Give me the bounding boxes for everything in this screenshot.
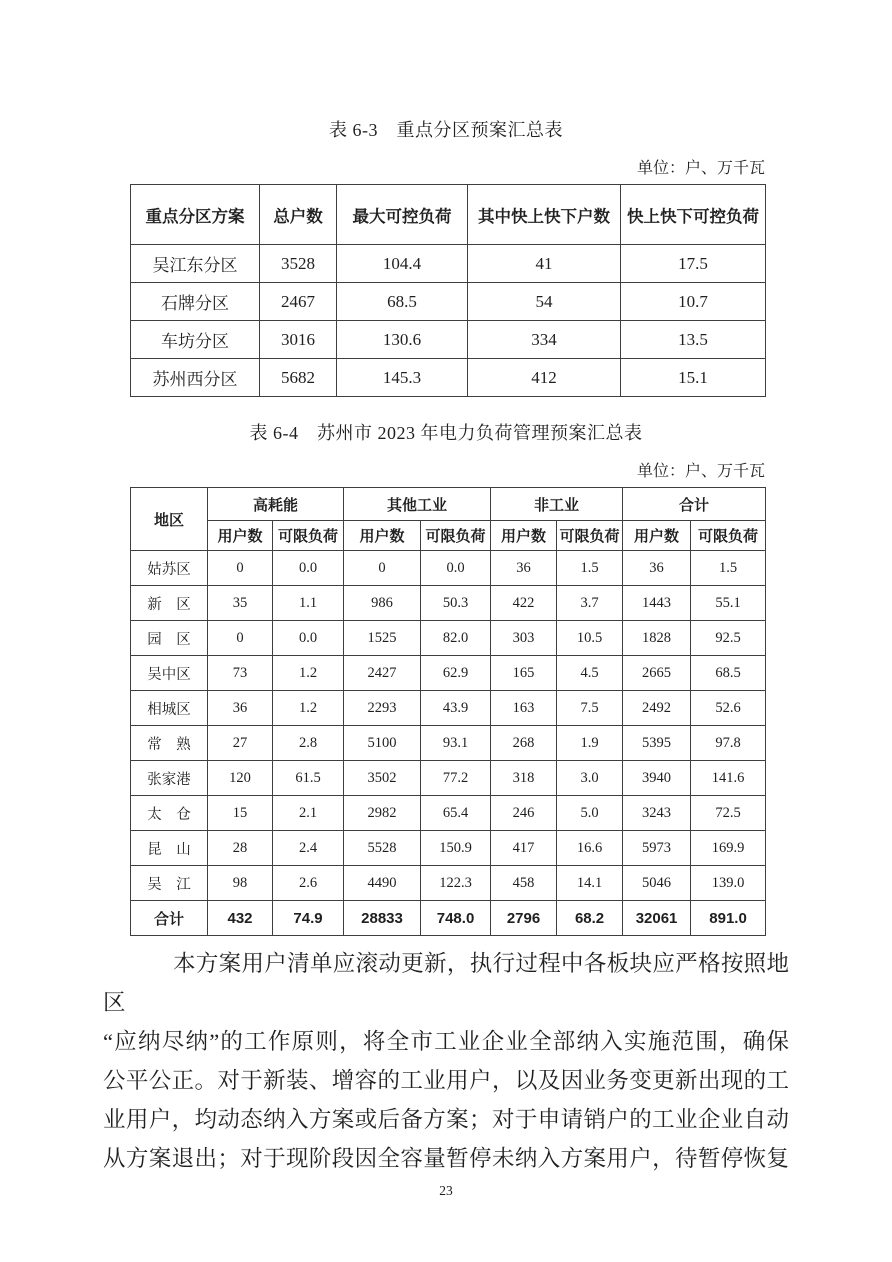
cell-value: 4490 — [344, 866, 421, 901]
column-header-limitable-load: 可限负荷 — [691, 521, 766, 551]
column-header-limitable-load: 可限负荷 — [557, 521, 623, 551]
cell-value: 2665 — [623, 656, 691, 691]
group-header-high-energy: 高耗能 — [208, 488, 344, 521]
cell-value: 2.1 — [273, 796, 344, 831]
cell-value: 7.5 — [557, 691, 623, 726]
body-paragraph — [103, 944, 789, 1178]
cell-value: 0.0 — [273, 551, 344, 586]
cell-value: 3528 — [260, 245, 337, 283]
cell-value: 5682 — [260, 359, 337, 397]
cell-value: 986 — [344, 586, 421, 621]
column-header-users: 用户数 — [491, 521, 557, 551]
cell-value: 417 — [491, 831, 557, 866]
column-header-fast-updown-households: 其中快上快下户数 — [468, 185, 621, 245]
cell-value: 104.4 — [337, 245, 468, 283]
cell-value: 52.6 — [691, 691, 766, 726]
cell-value: 92.5 — [691, 621, 766, 656]
cell-value: 318 — [491, 761, 557, 796]
cell-value: 2.4 — [273, 831, 344, 866]
total-row — [131, 901, 766, 936]
cell-value: 10.5 — [557, 621, 623, 656]
row-label: 苏州西分区 — [131, 359, 260, 397]
cell-value: 55.1 — [691, 586, 766, 621]
paragraph-line: 公平公正。对于新装、增容的工业用户，以及因业务变更新出现的工 — [103, 1068, 789, 1093]
cell-value: 0.0 — [273, 621, 344, 656]
column-header-users: 用户数 — [344, 521, 421, 551]
column-header-zone-plan: 重点分区方案 — [131, 185, 260, 245]
cell-value: 0.0 — [421, 551, 491, 586]
paragraph-line: 业用户，均动态纳入方案或后备方案；对于申请销户的工业企业自动 — [103, 1107, 789, 1132]
cell-value: 5100 — [344, 726, 421, 761]
cell-value: 2982 — [344, 796, 421, 831]
cell-value: 422 — [491, 586, 557, 621]
table-row — [131, 321, 766, 359]
table-row — [131, 245, 766, 283]
row-label: 吴 江 — [131, 866, 208, 901]
paragraph-line: “应纳尽纳”的工作原则，将全市工业企业全部纳入实施范围，确保 — [103, 1029, 789, 1054]
cell-value: 3.7 — [557, 586, 623, 621]
cell-value: 15 — [208, 796, 273, 831]
cell-value: 43.9 — [421, 691, 491, 726]
row-label: 车坊分区 — [131, 321, 260, 359]
row-label: 合计 — [131, 901, 208, 936]
cell-value: 432 — [208, 901, 273, 936]
column-header-max-controllable-load: 最大可控负荷 — [337, 185, 468, 245]
cell-value: 169.9 — [691, 831, 766, 866]
cell-value: 98 — [208, 866, 273, 901]
group-header-total: 合计 — [623, 488, 766, 521]
table-group-header-row — [131, 488, 766, 521]
cell-value: 5528 — [344, 831, 421, 866]
cell-value: 748.0 — [421, 901, 491, 936]
row-label: 昆 山 — [131, 831, 208, 866]
column-header-region: 地区 — [131, 488, 208, 551]
row-label: 吴中区 — [131, 656, 208, 691]
cell-value: 1.5 — [557, 551, 623, 586]
table-6-4-unit-note: 单位：户、万千瓦 — [636, 463, 765, 480]
table-row — [131, 621, 766, 656]
cell-value: 141.6 — [691, 761, 766, 796]
table-row — [131, 761, 766, 796]
cell-value: 28833 — [344, 901, 421, 936]
table-6-4-caption: 表 6-4 苏州市 2023 年电力负荷管理预案汇总表 — [249, 423, 643, 443]
row-label: 相城区 — [131, 691, 208, 726]
column-header-limitable-load: 可限负荷 — [421, 521, 491, 551]
cell-value: 2796 — [491, 901, 557, 936]
cell-value: 1.5 — [691, 551, 766, 586]
cell-value: 74.9 — [273, 901, 344, 936]
column-header-limitable-load: 可限负荷 — [273, 521, 344, 551]
cell-value: 2.6 — [273, 866, 344, 901]
cell-value: 246 — [491, 796, 557, 831]
table-row — [131, 831, 766, 866]
cell-value: 1.9 — [557, 726, 623, 761]
cell-value: 458 — [491, 866, 557, 901]
cell-value: 72.5 — [691, 796, 766, 831]
cell-value: 68.5 — [691, 656, 766, 691]
paragraph-line: 本方案用户清单应滚动更新，执行过程中各板块应严格按照地区 — [103, 951, 789, 1015]
cell-value: 14.1 — [557, 866, 623, 901]
cell-value: 145.3 — [337, 359, 468, 397]
row-label: 张家港 — [131, 761, 208, 796]
cell-value: 165 — [491, 656, 557, 691]
cell-value: 73 — [208, 656, 273, 691]
cell-value: 65.4 — [421, 796, 491, 831]
table-6-4 — [130, 487, 766, 936]
table-6-3 — [130, 184, 766, 397]
cell-value: 1.2 — [273, 691, 344, 726]
row-label: 常 熟 — [131, 726, 208, 761]
cell-value: 62.9 — [421, 656, 491, 691]
cell-value: 1.2 — [273, 656, 344, 691]
cell-value: 2492 — [623, 691, 691, 726]
cell-value: 891.0 — [691, 901, 766, 936]
cell-value: 5973 — [623, 831, 691, 866]
row-label: 园 区 — [131, 621, 208, 656]
cell-value: 28 — [208, 831, 273, 866]
table-row — [131, 656, 766, 691]
column-header-fast-updown-load: 快上快下可控负荷 — [621, 185, 766, 245]
cell-value: 5.0 — [557, 796, 623, 831]
table-row — [131, 551, 766, 586]
cell-value: 13.5 — [621, 321, 766, 359]
cell-value: 139.0 — [691, 866, 766, 901]
cell-value: 412 — [468, 359, 621, 397]
table-row — [131, 586, 766, 621]
cell-value: 17.5 — [621, 245, 766, 283]
paragraph-line: 从方案退出；对于现阶段因全容量暂停未纳入方案用户，待暂停恢复 — [103, 1146, 789, 1171]
cell-value: 61.5 — [273, 761, 344, 796]
row-label: 石牌分区 — [131, 283, 260, 321]
row-label: 姑苏区 — [131, 551, 208, 586]
cell-value: 35 — [208, 586, 273, 621]
cell-value: 77.2 — [421, 761, 491, 796]
cell-value: 2467 — [260, 283, 337, 321]
table-6-3-caption: 表 6-3 重点分区预案汇总表 — [329, 120, 563, 140]
cell-value: 36 — [623, 551, 691, 586]
page-number: 23 — [439, 1183, 453, 1198]
table2-body — [131, 551, 766, 936]
group-header-non-industry: 非工业 — [491, 488, 623, 521]
cell-value: 120 — [208, 761, 273, 796]
cell-value: 41 — [468, 245, 621, 283]
cell-value: 50.3 — [421, 586, 491, 621]
cell-value: 5395 — [623, 726, 691, 761]
cell-value: 16.6 — [557, 831, 623, 866]
table-6-3-unit-note: 单位：户、万千瓦 — [636, 160, 765, 177]
table-row — [131, 866, 766, 901]
cell-value: 2427 — [344, 656, 421, 691]
table-row — [131, 283, 766, 321]
cell-value: 130.6 — [337, 321, 468, 359]
cell-value: 5046 — [623, 866, 691, 901]
cell-value: 54 — [468, 283, 621, 321]
cell-value: 3016 — [260, 321, 337, 359]
column-header-users: 用户数 — [623, 521, 691, 551]
table1-body — [131, 245, 766, 397]
cell-value: 3502 — [344, 761, 421, 796]
cell-value: 163 — [491, 691, 557, 726]
table-row — [131, 726, 766, 761]
table-row — [131, 359, 766, 397]
cell-value: 68.5 — [337, 283, 468, 321]
cell-value: 1525 — [344, 621, 421, 656]
group-header-other-industry: 其他工业 — [344, 488, 491, 521]
cell-value: 15.1 — [621, 359, 766, 397]
cell-value: 1443 — [623, 586, 691, 621]
cell-value: 2.8 — [273, 726, 344, 761]
cell-value: 334 — [468, 321, 621, 359]
cell-value: 36 — [491, 551, 557, 586]
cell-value: 0 — [344, 551, 421, 586]
row-label: 吴江东分区 — [131, 245, 260, 283]
cell-value: 3.0 — [557, 761, 623, 796]
table-row — [131, 691, 766, 726]
cell-value: 4.5 — [557, 656, 623, 691]
cell-value: 3940 — [623, 761, 691, 796]
table-row — [131, 796, 766, 831]
row-label: 太 仓 — [131, 796, 208, 831]
cell-value: 97.8 — [691, 726, 766, 761]
cell-value: 93.1 — [421, 726, 491, 761]
cell-value: 32061 — [623, 901, 691, 936]
cell-value: 268 — [491, 726, 557, 761]
cell-value: 150.9 — [421, 831, 491, 866]
table-sub-header-row — [131, 521, 766, 551]
cell-value: 27 — [208, 726, 273, 761]
table-header-row — [131, 185, 766, 245]
cell-value: 3243 — [623, 796, 691, 831]
column-header-users: 用户数 — [208, 521, 273, 551]
row-label: 新 区 — [131, 586, 208, 621]
cell-value: 122.3 — [421, 866, 491, 901]
column-header-total-households: 总户数 — [260, 185, 337, 245]
cell-value: 10.7 — [621, 283, 766, 321]
cell-value: 2293 — [344, 691, 421, 726]
cell-value: 36 — [208, 691, 273, 726]
cell-value: 68.2 — [557, 901, 623, 936]
cell-value: 1.1 — [273, 586, 344, 621]
cell-value: 1828 — [623, 621, 691, 656]
cell-value: 0 — [208, 551, 273, 586]
cell-value: 82.0 — [421, 621, 491, 656]
cell-value: 0 — [208, 621, 273, 656]
cell-value: 303 — [491, 621, 557, 656]
